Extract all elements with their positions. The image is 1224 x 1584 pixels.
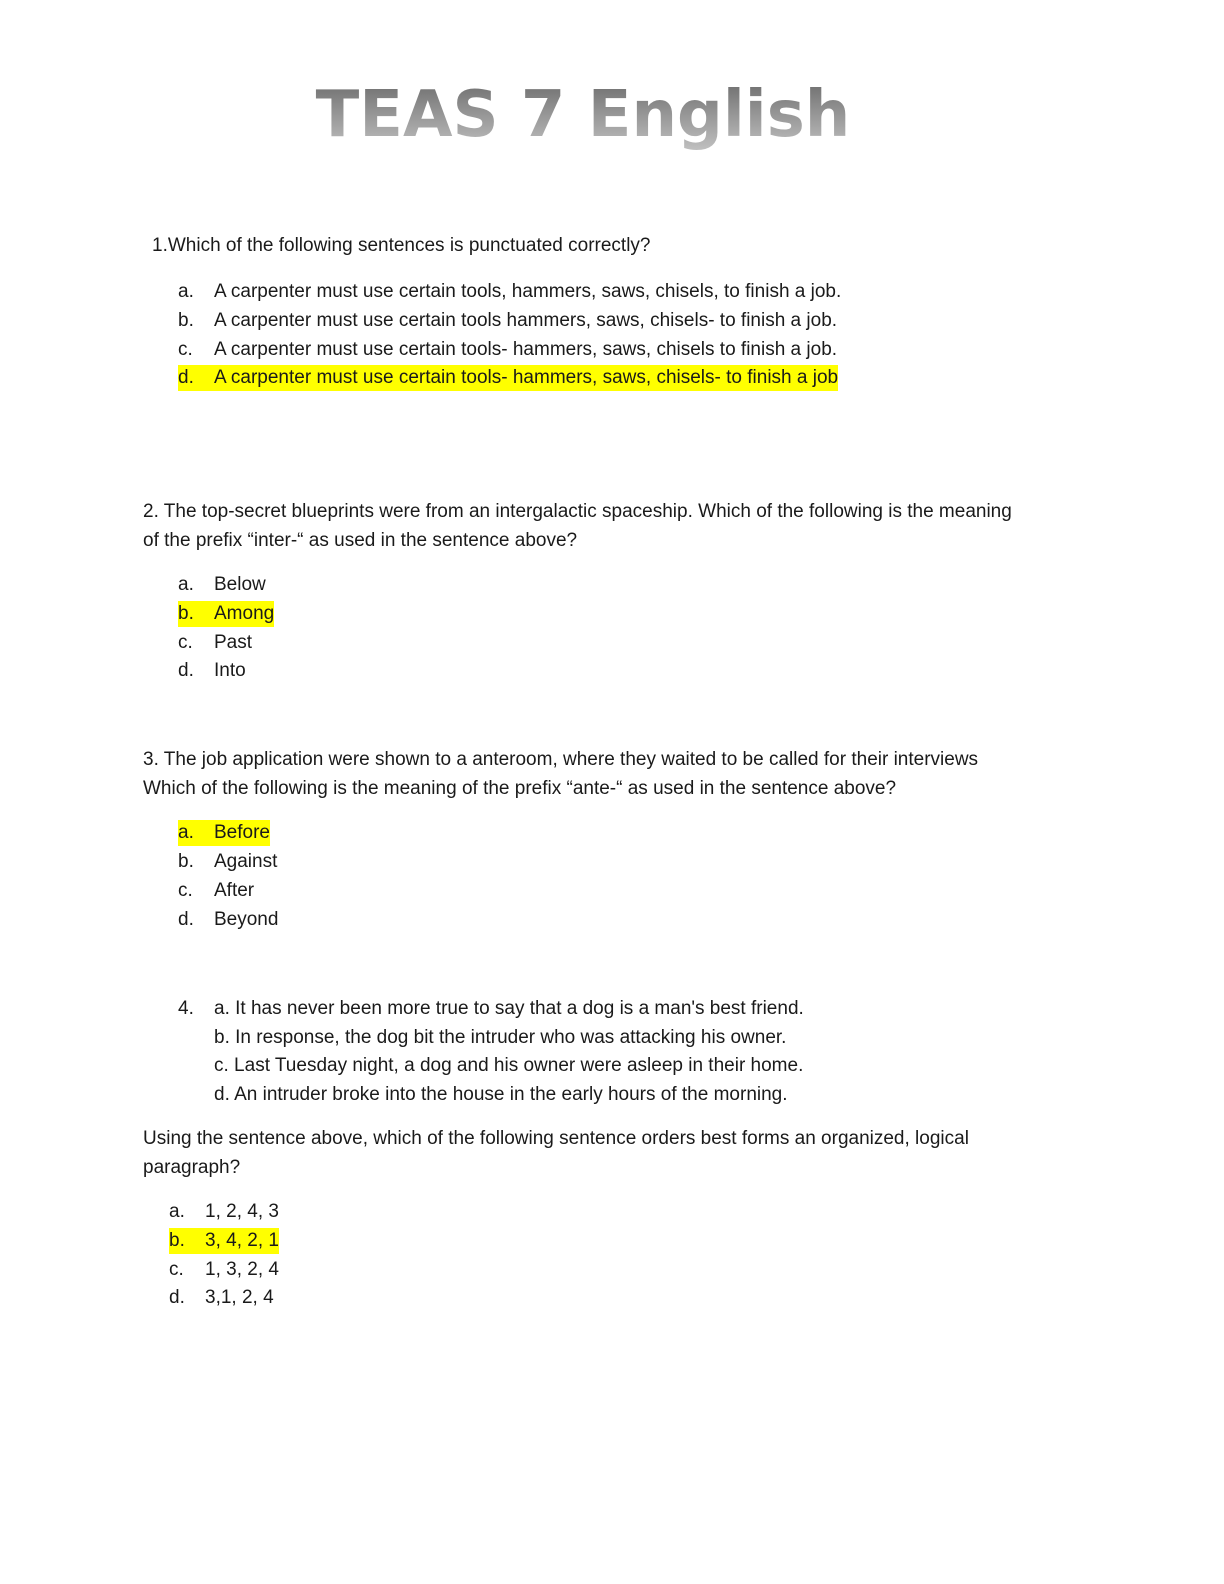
option-text: Before (214, 822, 270, 843)
question-4-option-a (169, 1199, 279, 1225)
question-3-option-b (178, 849, 277, 875)
option-letter: d. (178, 660, 194, 681)
question-4-sentence-a: a. It has never been more true to say that a dog is a man's best friend. (214, 998, 804, 1019)
question-4-option-b-answer (169, 1228, 279, 1254)
question-1-option-a (178, 279, 841, 305)
question-1-option-d-answer (178, 365, 838, 391)
option-letter: a. (178, 574, 194, 595)
option-text: 3, 4, 2, 1 (205, 1230, 279, 1251)
question-3-option-c (178, 878, 254, 904)
question-4-prompt-line2: paragraph? (143, 1157, 241, 1178)
question-1-prompt: 1.Which of the following sentences is punctuated correctly? (152, 235, 651, 256)
question-3-prompt-line2: Which of the following is the meaning of the prefix “ante-“ as used in the sentence above? (143, 778, 897, 799)
page-title: TEAS 7 English (0, 78, 1166, 152)
option-text: After (214, 880, 255, 901)
option-letter: c. (178, 339, 193, 360)
option-letter: c. (178, 632, 193, 653)
question-4-prompt-line1: Using the sentence above, which of the following sentence orders best forms an organized, logical (143, 1128, 969, 1149)
option-letter: b. (178, 851, 194, 872)
option-letter: d. (169, 1287, 185, 1308)
option-text: A carpenter must use certain tools hammers, saws, chisels- to finish a job. (214, 310, 838, 331)
option-letter: c. (169, 1259, 184, 1280)
question-3-option-a-answer (178, 820, 270, 846)
option-text: Past (214, 632, 253, 653)
option-letter: b. (169, 1230, 185, 1251)
option-letter: b. (178, 603, 194, 624)
question-2-option-a (178, 572, 266, 598)
question-3-option-d (178, 907, 278, 933)
question-1-option-b (178, 308, 837, 334)
option-letter: d. (178, 367, 194, 388)
option-text: 3,1, 2, 4 (205, 1287, 274, 1308)
option-text: 1, 2, 4, 3 (205, 1201, 279, 1222)
option-letter: b. (178, 310, 194, 331)
option-letter: d. (178, 909, 194, 930)
question-2-option-d (178, 658, 246, 684)
question-4-number: 4. (178, 998, 194, 1019)
option-letter: a. (178, 822, 194, 843)
option-letter: a. (169, 1201, 185, 1222)
option-text: A carpenter must use certain tools- hammers, saws, chisels- to finish a job (214, 367, 839, 388)
question-2-option-b-answer (178, 601, 274, 627)
option-text: 1, 3, 2, 4 (205, 1259, 279, 1280)
option-text: Into (214, 660, 246, 681)
option-letter: a. (178, 281, 194, 302)
question-2-prompt-line2: of the prefix “inter-“ as used in the sentence above? (143, 530, 578, 551)
question-2-prompt-line1: 2. The top-secret blueprints were from an intergalactic spaceship. Which of the following is the meaning (143, 501, 1012, 522)
question-4-sentence-b: b. In response, the dog bit the intruder who was attacking his owner. (214, 1027, 787, 1048)
option-letter: c. (178, 880, 193, 901)
option-text: Against (214, 851, 278, 872)
option-text: A carpenter must use certain tools- hammers, saws, chisels to finish a job. (214, 339, 838, 360)
question-4-sentence-d: d. An intruder broke into the house in the early hours of the morning. (214, 1084, 788, 1105)
option-text: Below (214, 574, 266, 595)
question-2-option-c (178, 630, 252, 656)
question-4-option-c (169, 1257, 279, 1283)
option-text: Among (214, 603, 275, 624)
question-4-sentence-c: c. Last Tuesday night, a dog and his owner were asleep in their home. (214, 1055, 804, 1076)
question-3-prompt-line1: 3. The job application were shown to a anteroom, where they waited to be called for their interviews (143, 749, 979, 770)
question-4-option-d (169, 1285, 274, 1311)
question-1-option-c (178, 337, 837, 363)
option-text: A carpenter must use certain tools, hammers, saws, chisels, to finish a job. (214, 281, 842, 302)
option-text: Beyond (214, 909, 279, 930)
